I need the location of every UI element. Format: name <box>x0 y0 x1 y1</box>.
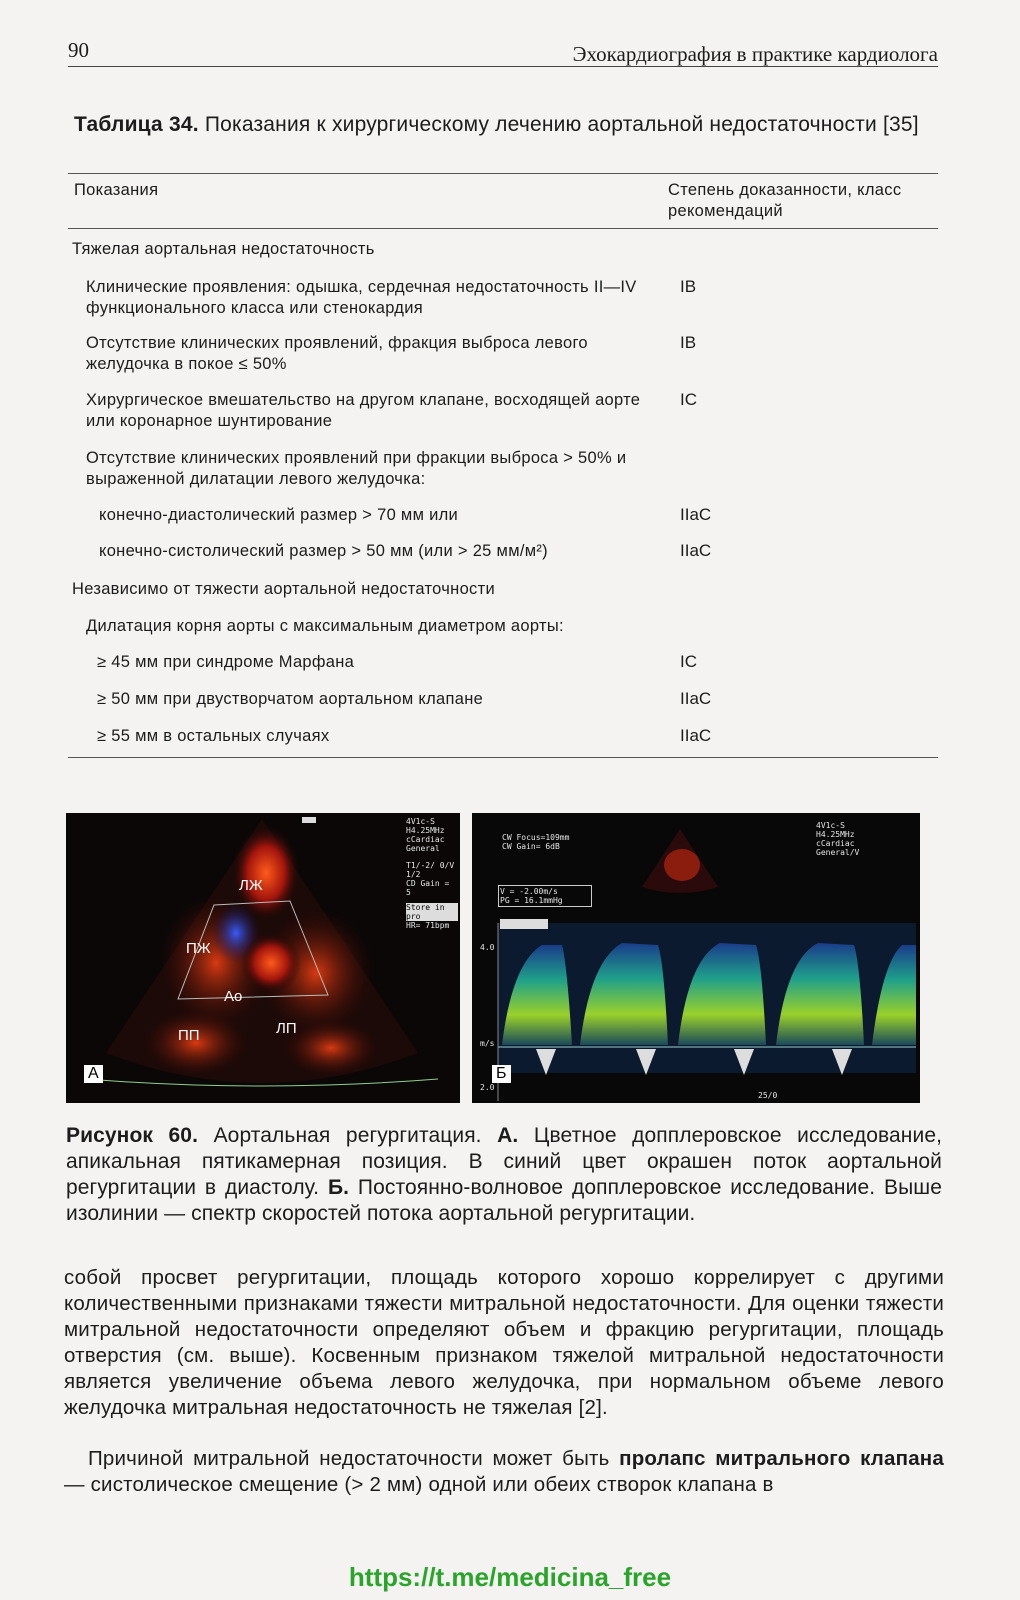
figure-caption-text: Аортальная регургитация. <box>213 1124 482 1147</box>
table-row-9-grade: IC <box>680 652 697 671</box>
setting-a-6: CD Gain = 5 <box>406 879 450 897</box>
setting-b-left-1: CW Gain= 6dB <box>502 842 560 851</box>
body-paragraph-2-start: Причиной митральной недостаточности может быть <box>88 1447 610 1470</box>
setting-a-0: 4V1c-S <box>406 817 435 826</box>
panel-a-label: А <box>84 1065 103 1083</box>
header-rule <box>68 66 938 67</box>
table-row-11: ≥ 55 мм в остальных случаях <box>97 727 330 745</box>
table-row-10: ≥ 50 мм при двустворчатом аортальном клапане <box>97 690 484 708</box>
settings-b-left <box>502 833 612 851</box>
echo-panel-a <box>66 813 460 1103</box>
table-row-11-grade: IIaC <box>680 726 712 745</box>
table-row-6-grade: IIaC <box>680 541 712 560</box>
table-row-9: ≥ 45 мм при синдроме Марфана <box>97 653 355 671</box>
setting-a-1: H4.25MHz <box>406 826 445 835</box>
panel-b-label: Б <box>492 1065 511 1083</box>
body-paragraph-2-end: — систолическое смещение (> 2 мм) одной или обеих створок клапана в <box>64 1473 774 1496</box>
setting-a-8: HR= 71bpm <box>406 921 450 930</box>
body-paragraph-2-term: пролапс митрального клапана <box>619 1447 944 1470</box>
table-row-1-grade: IB <box>680 277 697 296</box>
table-row-2-grade: IB <box>680 333 697 352</box>
page-number: 90 <box>68 38 89 62</box>
table-row-3-grade: IC <box>680 390 697 409</box>
col-header-indications: Показания <box>74 181 159 199</box>
table-header-rule <box>68 228 938 229</box>
setting-b-right-0: 4V1c-S <box>816 821 845 830</box>
setting-b-left-0: CW Focus=109mm <box>502 833 570 842</box>
table-row-4: Отсутствие клинических проявлений при фракции выброса > 50% и выраженной дилатации левого желудочка: <box>86 449 627 488</box>
setting-a-2: cCardiac <box>406 835 445 844</box>
body-paragraph-2 <box>64 1446 944 1498</box>
settings-b-right <box>816 821 916 857</box>
table-row-8: Дилатация корня аорты с максимальным диаметром аорты: <box>86 617 564 635</box>
label-lv: ЛЖ <box>239 877 263 894</box>
panel-b-footer: 25/0 <box>758 1091 778 1100</box>
label-la: ЛП <box>276 1020 297 1037</box>
setting-a-7: Store in pro <box>406 903 458 921</box>
col-header-evidence: Степень доказанности, класс рекомендаций <box>668 181 902 220</box>
table-row-2: Отсутствие клинических проявлений, фракция выброса левого желудочка в покое ≤ 50% <box>86 334 588 373</box>
body-paragraph-1: собой просвет регургитации, площадь которого хорошо коррелирует с другими количественными признаками тяжести митральной недостаточности. Для оценки тяжести митральной недостаточности определяют объем и фракцию регургитации, площадь отверстия (см. выше). Косвенным признаком тяжелой митральной недостаточности является увеличение объема левого желудочка, при нормальном объеме левого желудочка митральная недостаточность не тяжелая [2]. <box>64 1266 944 1419</box>
measurement-box <box>498 885 592 907</box>
table-top-rule <box>68 173 938 174</box>
echo-panel-b <box>472 813 920 1103</box>
figure-caption-a-label: А. <box>497 1124 519 1147</box>
table-row-7: Независимо от тяжести аортальной недостаточности <box>72 580 495 598</box>
axis-tick-unit: m/s <box>480 1039 495 1048</box>
setting-a-4: T1/-2/ 0/V <box>406 861 455 870</box>
setting-b-right-3: General/V <box>816 848 860 857</box>
setting-a-5: 1/2 <box>406 870 421 879</box>
table-row-0: Тяжелая аортальная недостаточность <box>72 240 375 258</box>
label-rv: ПЖ <box>186 940 211 957</box>
measurement-gradient: PG = 16.1mmHg <box>500 896 563 905</box>
table-row-5-grade: IIaC <box>680 505 712 524</box>
table-caption <box>74 112 934 138</box>
label-ao: Ао <box>224 988 243 1005</box>
table-row-3: Хирургическое вмешательство на другом клапане, восходящей аорте или коронарное шунтирование <box>86 391 641 430</box>
table-row-5: конечно-диастолический размер > 70 мм или <box>99 506 459 524</box>
running-title: Эхокардиография в практике кардиолога <box>572 42 938 66</box>
figure-caption-label: Рисунок 60. <box>66 1124 199 1147</box>
setting-b-right-1: H4.25MHz <box>816 830 855 839</box>
table-row-6: конечно-систолический размер > 50 мм (или > 25 мм/м²) <box>99 542 548 560</box>
measurement-velocity: V = -2.00m/s <box>500 887 558 896</box>
settings-a <box>406 817 458 930</box>
echo-image-a <box>66 813 460 1103</box>
table-row-1: Клинические проявления: одышка, сердечная недостаточность II—IV функционального класса или стенокардия <box>86 278 637 317</box>
table-row-10-grade: IIaC <box>680 689 712 708</box>
label-ra: ПП <box>178 1027 200 1044</box>
setting-a-3: General <box>406 844 440 853</box>
footer-link[interactable]: https://t.me/medicina_free <box>348 1562 672 1592</box>
table-caption-text: Показания к хирургическому лечению аортальной недостаточности [35] <box>204 113 919 136</box>
figure-caption-b-text: Постоянно-волновое допплеровское исследование. Выше изолинии — спектр скоростей потока аортальной регургитации. <box>66 1176 942 1225</box>
table-bottom-rule <box>68 757 938 758</box>
figure-caption-b-label: Б. <box>327 1176 350 1199</box>
table-caption-label: Таблица 34. <box>74 113 199 136</box>
axis-tick-bottom: 2.0 <box>480 1083 495 1092</box>
figure-caption <box>66 1123 942 1227</box>
figure-caption-a-text: Цветное допплеровское исследование, апикальная пятикамерная позиция. В синий цвет окрашен поток аортальной регургитации в диастолу. <box>66 1124 943 1199</box>
setting-b-right-2: cCardiac <box>816 839 855 848</box>
axis-tick-top: 4.0 <box>480 943 495 952</box>
